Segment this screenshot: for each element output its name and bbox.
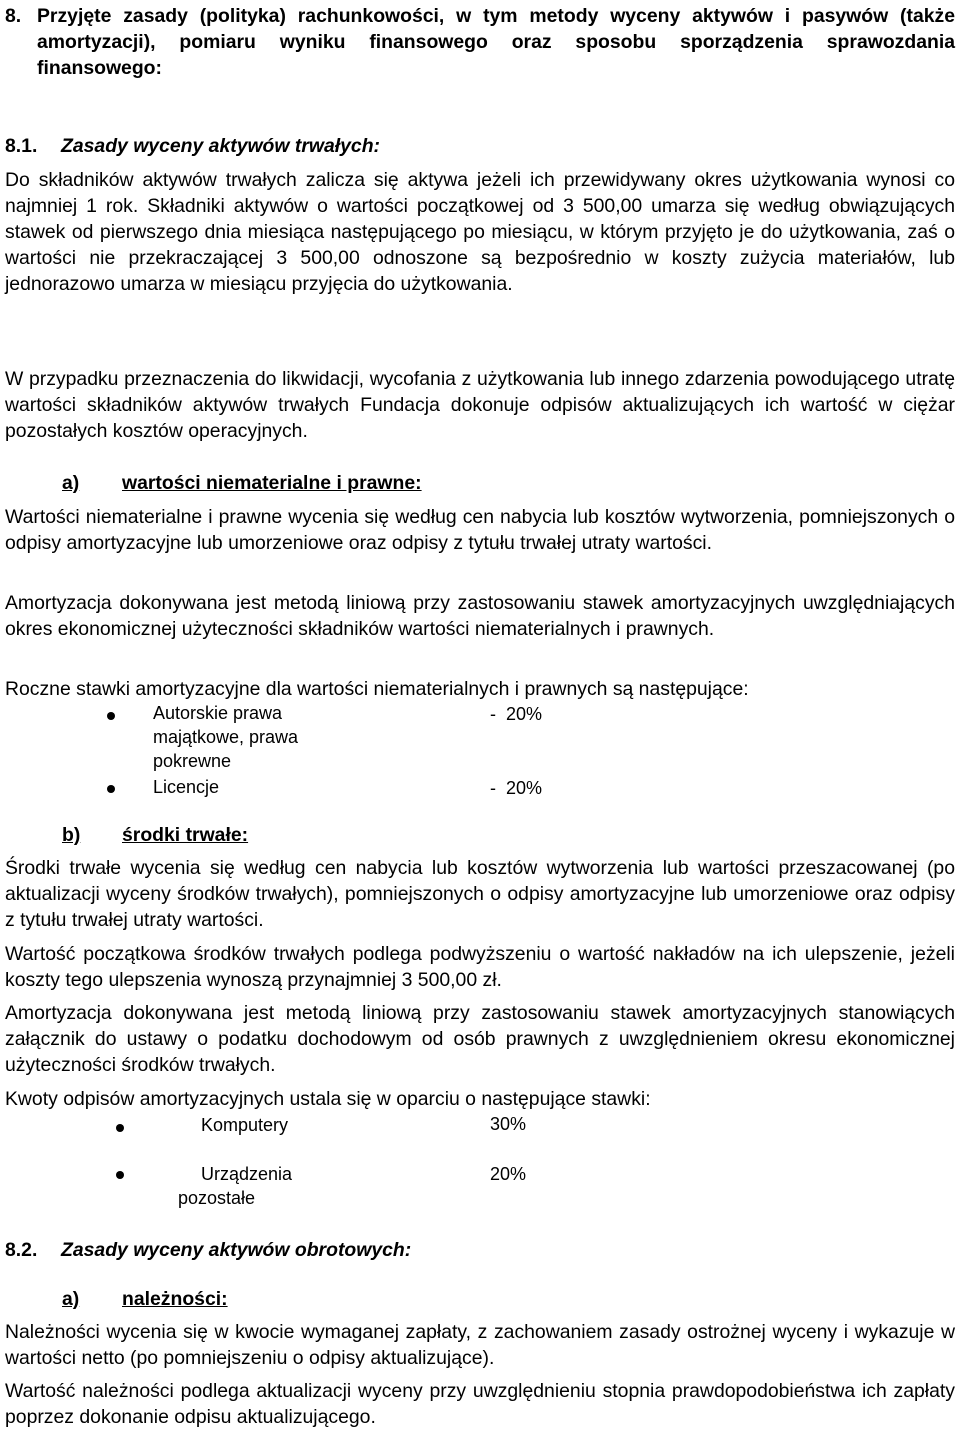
subsection-a-heading: [62, 470, 422, 496]
item-line: majątkowe, prawa: [153, 727, 299, 747]
fixed-assets-paragraph-4: Kwoty odpisów amortyzacyjnych ustala się w oparciu o następujące stawki:: [5, 1088, 651, 1110]
subsection-b-title: środki trwałe:: [122, 824, 249, 846]
intangibles-paragraph-1: Wartości niematerialne i prawne wycenia się według cen nabycia lub kosztów wytworzenia, pomniejszonych o odpisy amortyzacyjne lub umorzeniowe oraz odpisy z tytułu trwałej utraty wartości.: [5, 506, 955, 554]
section-8-number: 8.: [5, 5, 22, 27]
section-8-title: Przyjęte zasady (polityka) rachunkowości, w tym metody wyceny aktywów i pasywów (także amortyzacji), pomiaru wyniku finansowego oraz sposobu sporządzenia sprawozdania finansowego:: [37, 5, 955, 79]
receivables-heading: [62, 1286, 228, 1312]
intangibles-rate-2: - 20%: [490, 778, 543, 798]
subsection-b-label: b): [62, 824, 81, 846]
receivables-paragraph-2: Wartość należności podlega aktualizacji wyceny przy uwzględnieniu stopnia prawdopodobieństwa ich zapłaty poprzez dokonanie odpisu aktualizującego.: [5, 1380, 955, 1428]
item-line: Urządzenia: [201, 1164, 293, 1184]
fixed-assets-paragraph-3: Amortyzacja dokonywana jest metodą liniową przy zastosowaniu stawek amortyzacyjnych stanowiących załącznik do ustawy o podatku dochodowym od osób prawnych z uwzględnieniem okresu ekonomicznej użyteczności środków trwałych.: [5, 1002, 955, 1076]
bullet-icon: [107, 712, 115, 720]
receivables-paragraph-1: Należności wycenia się w kwocie wymaganej zapłaty, z zachowaniem zasady ostrożnej wyceny i wykazuje w wartości netto (po pomniejszeniu o odpisy aktualizujące).: [5, 1321, 955, 1369]
section-8-2-number: 8.2.: [5, 1239, 38, 1261]
bullet-icon: [107, 785, 115, 793]
subsection-a-title: wartości niematerialne i prawne:: [122, 472, 422, 494]
intangibles-paragraph-3: Roczne stawki amortyzacyjne dla wartości niematerialnych i prawnych są następujące:: [5, 678, 749, 700]
subsection-a-label: a): [62, 472, 80, 494]
receivables-title: należności:: [122, 1288, 228, 1310]
bullet-icon: [116, 1171, 124, 1179]
fixed-assets-item-2: [178, 1162, 292, 1210]
section-8-heading: [5, 3, 955, 81]
receivables-label: a): [62, 1288, 80, 1310]
subsection-b-heading: [62, 822, 248, 848]
section-8-1-paragraph-1: Do składników aktywów trwałych zalicza się aktywa jeżeli ich przewidywany okres użytkowania wynosi co najmniej 1 rok. Składniki aktywów o wartości początkowej od 3 500,00 umarza się według obwiązujących stawek od pierwszego dnia miesiąca następującego po miesiącu, w którym przyjęto je do użytkowania, zaś o wartości nie przekraczającej 3 500,00 odnoszone są bezpośrednio w koszty zużycia materiałów, lub jednorazowo umarza w miesiącu przyjęcia do użytkowania.: [5, 169, 955, 295]
section-8-1-title: Zasady wyceny aktywów trwałych:: [61, 135, 380, 157]
item-line: Licencje: [153, 777, 220, 797]
fixed-assets-paragraph-2: Wartość początkowa środków trwałych podlega podwyższeniu o wartość nakładów na ich ulepszenie, jeżeli koszty tego ulepszenia wynoszą przynajmniej 3 500,00 zł.: [5, 943, 955, 991]
section-8-2-title: Zasady wyceny aktywów obrotowych:: [61, 1239, 412, 1261]
fixed-assets-rate-1: 30%: [490, 1114, 527, 1134]
section-8-1-number: 8.1.: [5, 135, 38, 157]
item-line: Komputery: [201, 1115, 289, 1135]
intangibles-paragraph-2: Amortyzacja dokonywana jest metodą liniową przy zastosowaniu stawek amortyzacyjnych uwzględniających okres ekonomicznej użyteczności składników wartości niematerialnych i prawnych.: [5, 592, 955, 640]
item-line: pokrewne: [153, 751, 232, 771]
item-line: pozostałe: [178, 1188, 256, 1208]
intangibles-rate-1: - 20%: [490, 704, 543, 724]
intangibles-item-2: [153, 775, 219, 799]
intangibles-item-1: [153, 701, 298, 773]
section-8-1-paragraph-2: W przypadku przeznaczenia do likwidacji, wycofania z użytkowania lub innego zdarzenia powodującego utratę wartości składników aktywów trwałych Fundacja dokonuje odpisów aktualizujących ich wartość w ciężar pozostałych kosztów operacyjnych.: [5, 368, 955, 442]
fixed-assets-item-1: [201, 1113, 288, 1137]
fixed-assets-rate-2: 20%: [490, 1164, 527, 1184]
item-line: Autorskie prawa: [153, 703, 283, 723]
bullet-icon: [116, 1124, 124, 1132]
fixed-assets-paragraph-1: Środki trwałe wycenia się według cen nabycia lub kosztów wytworzenia lub wartości przeszacowanej (po aktualizacji wyceny środków trwałych), pomniejszonych o odpisy amortyzacyjne lub umorzeniowe oraz odpisy z tytułu trwałej utraty wartości.: [5, 857, 955, 931]
